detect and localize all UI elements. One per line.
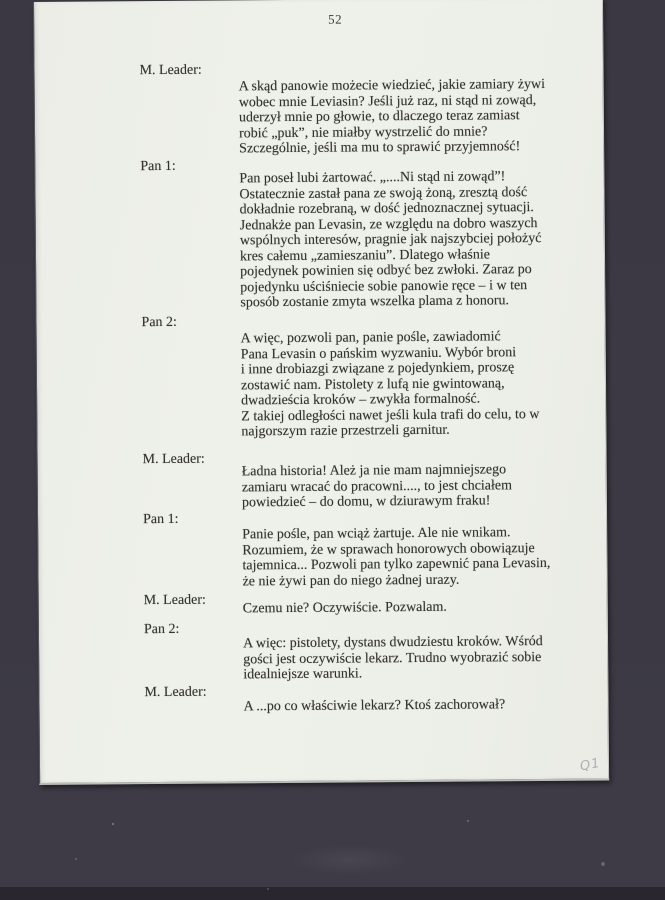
speech-text: Ładna historia! Ależ ja nie mam najmniejszego zamiaru wracać do pracowni...., to jest chciałem powiedzieć – do domu, w dziurawym fraku! [241, 462, 513, 511]
speech-text: A więc: pistolety, dystans dwudziestu kroków. Wśród gości jest oczywiście lekarz. Trudno wyobrazić sobie idealniejsze warunki. [242, 634, 543, 683]
scanner-bed-bottom-band [0, 887, 665, 900]
speech-text: A skąd panowie możecie wiedzieć, jakie zamiary żywi wobec mnie Leviasin? Jeśli już raz, ni stąd ni zowąd, uderzył mnie po głowie, to dlaczego teraz zamiast robić „puk”, nie miałby wystrzelić do mnie? Szczególnie, jeśli ma mu to sprawić przyjemność! [238, 76, 546, 157]
speaker-label: M. Leader: [143, 592, 206, 609]
dust-specks [112, 823, 114, 825]
speaker-label: M. Leader: [144, 684, 207, 701]
speaker-label: M. Leader: [139, 62, 202, 79]
document-page [33, 0, 609, 785]
speaker-label: Pan 1: [143, 511, 179, 528]
speech-text: A więc, pozwoli pan, panie pośle, zawiadomić Pana Levasin o pańskim wyzwaniu. Wybór broni i inne drobiazgi związane z pojedynkiem, proszę zostawić nam. Pistolety z lufą nie gwintowaną, dwadzieścia kroków – zwykła formalność. Z takiej odległości nawet jeśli kula trafi do celu, to w najgorszym razie przestrzeli garnitur. [240, 329, 540, 440]
speech-text: Panie pośle, pan wciąż żartuje. Ale nie wnikam. Rozumiem, że w sprawach honorowych obowiązuje tajemnica... Pozwoli pan tylko zapewnić pana Levasin, że nie żywi pan do niego żadnej urazy. [242, 525, 551, 589]
speech-text: Czemu nie? Oczywiście. Pozwalam. [242, 599, 447, 617]
speech-text: A ...po co właściwie lekarz? Ktoś zachorował? [243, 697, 506, 715]
handwritten-annotation: Q1 [578, 755, 602, 775]
scanner-bed-smudge [290, 845, 410, 875]
page-number: 52 [328, 11, 343, 27]
speaker-label: Pan 2: [141, 314, 177, 331]
speaker-label: M. Leader: [142, 451, 205, 468]
speaker-label: Pan 1: [140, 158, 176, 175]
speech-text: Pan poseł lubi żartować. „....Ni stąd ni zowąd”! Ostatecznie zastał pana ze swoją żoną, zresztą dość dokładnie rozebraną, w dość jednoznacznej sytuacji. Jednakże pan Levasin, ze względu na dobro waszych wspólnych interesów, pragnie jak najszybciej położyć kres całemu „zamieszaniu”. Dlatego właśnie pojedynek powinien się odbyć bez zwłoki. Zaraz po pojedynku uściśniecie sobie panowie ręce – i w ten sposób zostanie zmyta wszelka plama z honoru. [239, 169, 542, 311]
speaker-label: Pan 2: [143, 621, 180, 638]
